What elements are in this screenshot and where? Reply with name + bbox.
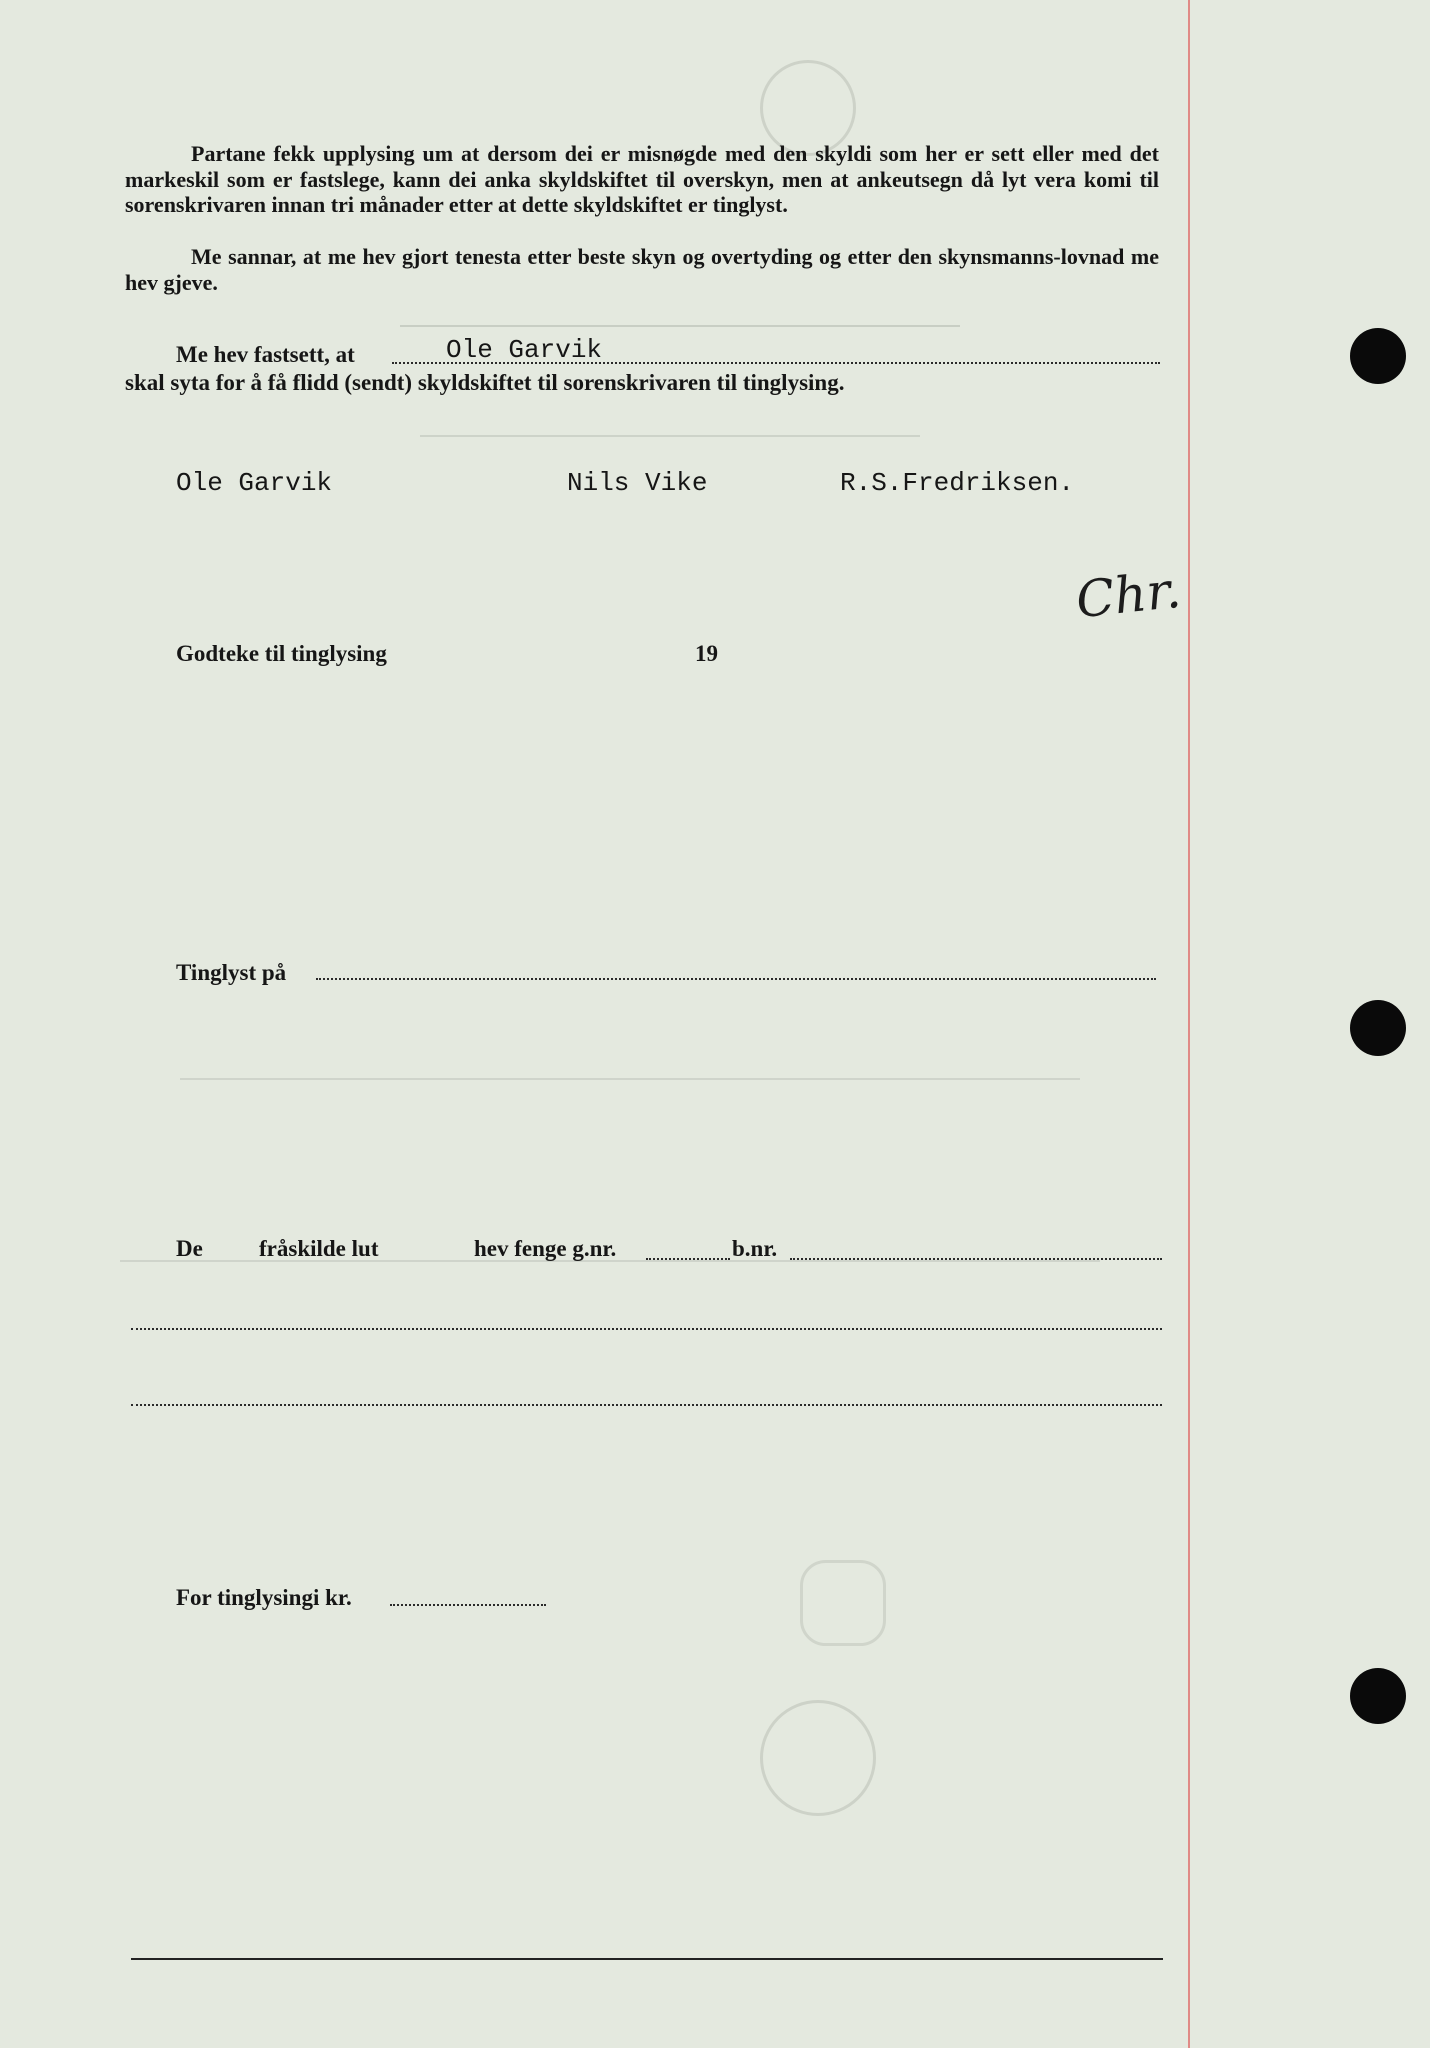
gebyr-label: For tinglysingi kr. bbox=[176, 1585, 352, 1610]
lut-label: fråskilde lut bbox=[259, 1236, 379, 1261]
gebyr-dotline bbox=[390, 1604, 546, 1606]
bottom-rule bbox=[131, 1958, 1163, 1960]
margin-rule bbox=[1188, 0, 1190, 2048]
gnr-dotline bbox=[646, 1258, 730, 1260]
signature-3: R.S.Fredriksen. bbox=[840, 468, 1075, 498]
tinglyst-label: Tinglyst på bbox=[176, 960, 287, 985]
fastsett-name: Ole Garvik bbox=[446, 335, 603, 365]
punch-hole bbox=[1350, 328, 1406, 384]
punch-hole bbox=[1350, 1668, 1406, 1724]
fastsett-label: Me hev fastsett, at bbox=[176, 342, 355, 367]
gnr-label: hev fenge g.nr. bbox=[474, 1236, 617, 1261]
appeal-paragraph: Partane fekk upplysing um at dersom dei er misnøgde med den skyldi som her er sett eller med det markeskil som er fastslege, kann dei anka skyldskiftet til overskyn, men at ankeutsegn då lyt vera komi til sorenskrivaren innan tri månader etter at dette skyldskiftet er tinglyst. bbox=[125, 141, 1159, 217]
punch-hole bbox=[1350, 1000, 1406, 1056]
de-label: De bbox=[176, 1236, 203, 1261]
bnr-label: b.nr. bbox=[732, 1236, 778, 1261]
utskilt-dotline-1 bbox=[131, 1328, 1162, 1330]
fastsett-continuation: skal syta for å få flidd (sendt) skyldskiftet til sorenskrivaren til tinglysing. bbox=[125, 370, 845, 395]
tinglyst-dotline bbox=[316, 978, 1156, 980]
utskilt-dotline-2 bbox=[131, 1404, 1162, 1406]
handwritten-initials: Chr. bbox=[1073, 560, 1184, 630]
oath-paragraph: Me sannar, at me hev gjort tenesta etter beste skyn og overtyding og etter den skynsmanns-lovnad me hev gjeve. bbox=[125, 244, 1159, 295]
godteke-year: 19 bbox=[695, 641, 718, 666]
signature-2: Nils Vike bbox=[567, 468, 708, 498]
godteke-label: Godteke til tinglysing bbox=[176, 641, 387, 666]
bnr-dotline bbox=[790, 1258, 1162, 1260]
signature-1: Ole Garvik bbox=[176, 468, 333, 498]
